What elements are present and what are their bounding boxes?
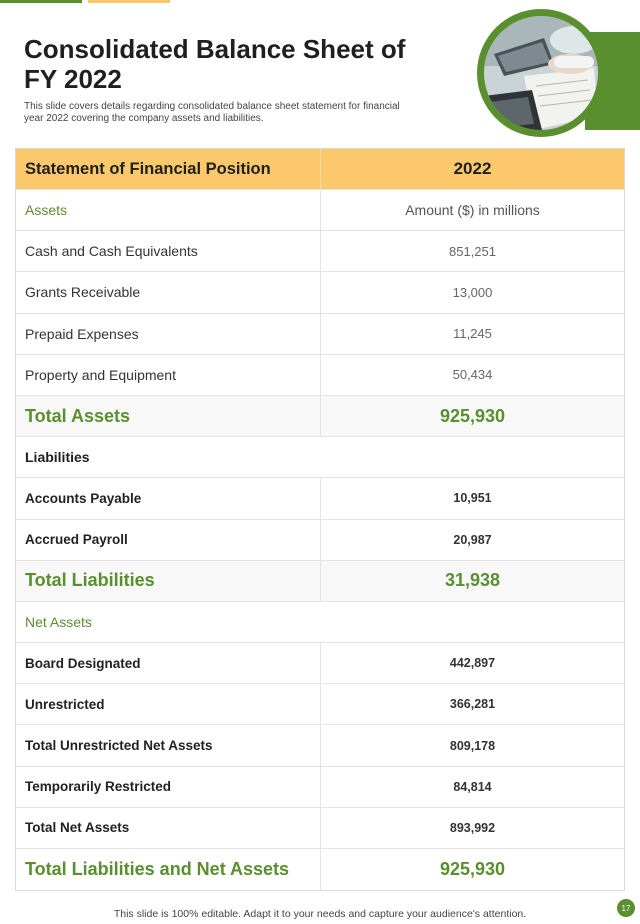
row-label: Prepaid Expenses: [16, 314, 321, 354]
row-value: 31,938: [444, 570, 501, 591]
row-label: Total Liabilities: [16, 561, 321, 601]
header-label: Statement of Financial Position: [16, 149, 321, 189]
row-value: 50,434: [452, 367, 493, 383]
row-label: Accrued Payroll: [16, 520, 321, 560]
row-label: Net Assets: [25, 613, 92, 630]
table-row: [16, 272, 624, 313]
table-row: [16, 231, 624, 272]
row-label: Board Designated: [16, 643, 321, 683]
business-photo: [484, 16, 598, 130]
header-year: 2022: [453, 159, 492, 178]
balance-sheet-table: [15, 148, 625, 891]
row-value: Amount ($) in millions: [405, 202, 540, 219]
row-label: Total Unrestricted Net Assets: [16, 725, 321, 765]
row-label: Liabilities: [25, 449, 90, 466]
row-value: 20,987: [453, 532, 492, 547]
page-subtitle: This slide covers details regarding consolidated balance sheet statement for financial year 2022 covering the company assets and liabilities.: [24, 101, 400, 124]
row-value: 13,000: [452, 284, 493, 300]
row-value: [321, 602, 624, 642]
table-row: [16, 767, 624, 808]
row-label: Accounts Payable: [16, 478, 321, 518]
row-label: Unrestricted: [16, 684, 321, 724]
row-value: 442,897: [449, 656, 496, 671]
top-accent-line-green: [0, 0, 82, 3]
table-header-row: [16, 149, 624, 190]
table-row-total-liabilities-net-assets: [16, 849, 624, 890]
table-row: [16, 314, 624, 355]
table-row: [16, 520, 624, 561]
row-label: Total Liabilities and Net Assets: [16, 849, 321, 890]
row-value: 809,178: [449, 738, 496, 753]
table-row: [16, 355, 624, 396]
row-label: Cash and Cash Equivalents: [16, 231, 321, 271]
row-value: 10,951: [453, 491, 492, 506]
table-row-net-assets: [16, 602, 624, 643]
row-value: 366,281: [449, 697, 496, 712]
row-value: 11,245: [453, 326, 492, 342]
page-number-badge: 17: [617, 899, 635, 917]
row-value: 851,251: [449, 243, 496, 259]
table-row: [16, 808, 624, 849]
row-value: [321, 437, 624, 477]
row-label: Total Net Assets: [16, 808, 321, 848]
table-row: [16, 478, 624, 519]
table-row-assets: [16, 190, 624, 231]
footer-note: This slide is 100% editable. Adapt it to your needs and capture your audience's attention.: [113, 908, 527, 920]
table-row-total-liabilities: [16, 561, 624, 602]
row-label: Temporarily Restricted: [16, 767, 321, 807]
row-label: Assets: [16, 190, 321, 230]
table-row-total-assets: [16, 396, 624, 437]
row-label: Property and Equipment: [16, 355, 321, 395]
row-value: 893,992: [449, 820, 496, 835]
page-title: Consolidated Balance Sheet of FY 2022: [24, 34, 406, 94]
table-row-liabilities: [16, 437, 624, 478]
table-row: [16, 725, 624, 766]
table-row: [16, 684, 624, 725]
row-value: 925,930: [439, 405, 506, 426]
table-row: [16, 643, 624, 684]
row-value: 925,930: [439, 859, 506, 880]
top-accent-line-yellow: [88, 0, 170, 3]
row-label: Grants Receivable: [16, 272, 321, 312]
row-value: 84,814: [453, 779, 492, 794]
row-label: Total Assets: [16, 396, 321, 436]
